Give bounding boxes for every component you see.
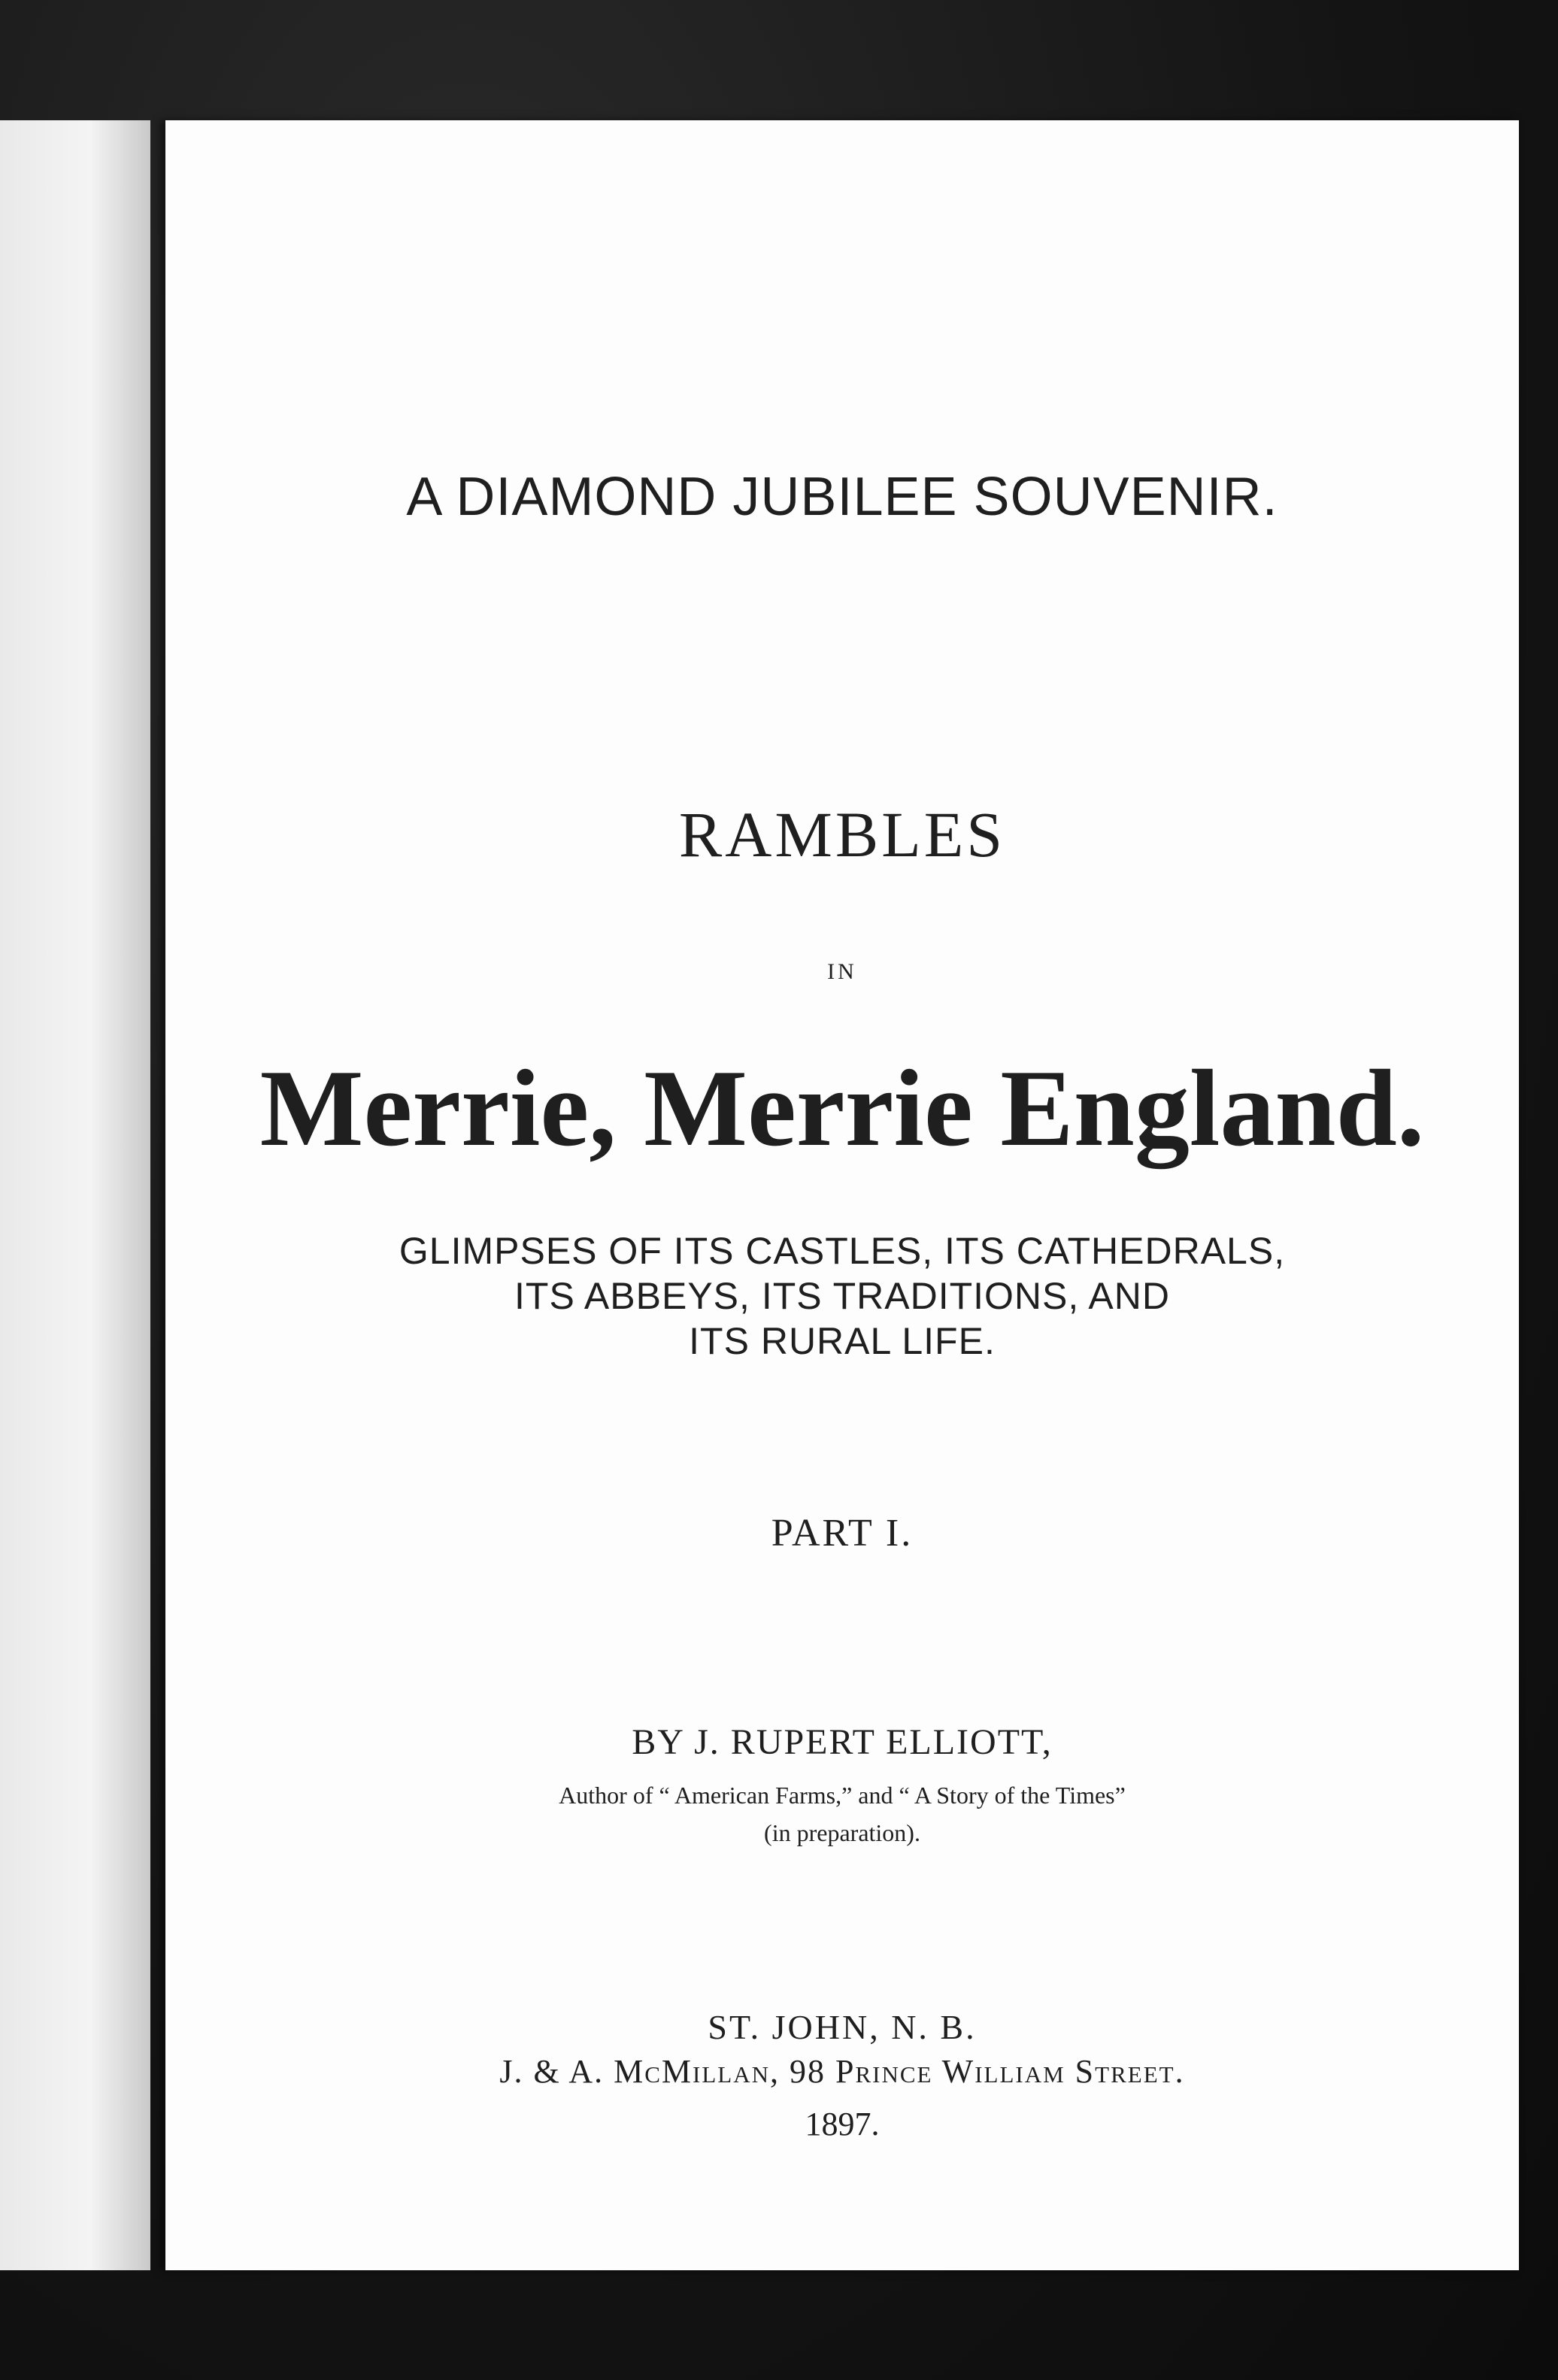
author-note-line-1: Author of “ American Farms,” and “ A Story of the Times” <box>559 1782 1126 1809</box>
title-page <box>165 120 1519 2270</box>
part-label: PART I. <box>771 1512 914 1555</box>
description-line-1: GLIMPSES OF ITS CASTLES, ITS CATHEDRALS, <box>399 1230 1286 1272</box>
description-line-3: ITS RURAL LIFE. <box>689 1320 996 1362</box>
byline: BY J. RUPERT ELLIOTT, <box>632 1722 1053 1762</box>
in-word: IN <box>827 959 857 984</box>
author-note-line-2: (in preparation). <box>764 1819 920 1846</box>
description-line-2: ITS ABBEYS, ITS TRADITIONS, AND <box>514 1275 1170 1317</box>
main-title: RAMBLES <box>678 798 1006 871</box>
facing-page-edge <box>0 120 150 2270</box>
souvenir-line: A DIAMOND JUBILEE SOUVENIR. <box>406 467 1278 527</box>
imprint-year: 1897. <box>805 2106 880 2142</box>
imprint-publisher: J. & A. McMillan, 98 Prince William Street. <box>499 2053 1185 2090</box>
subtitle-place: Merrie, Merrie England. <box>259 1047 1425 1169</box>
imprint-place: ST. JOHN, N. B. <box>708 2008 977 2046</box>
